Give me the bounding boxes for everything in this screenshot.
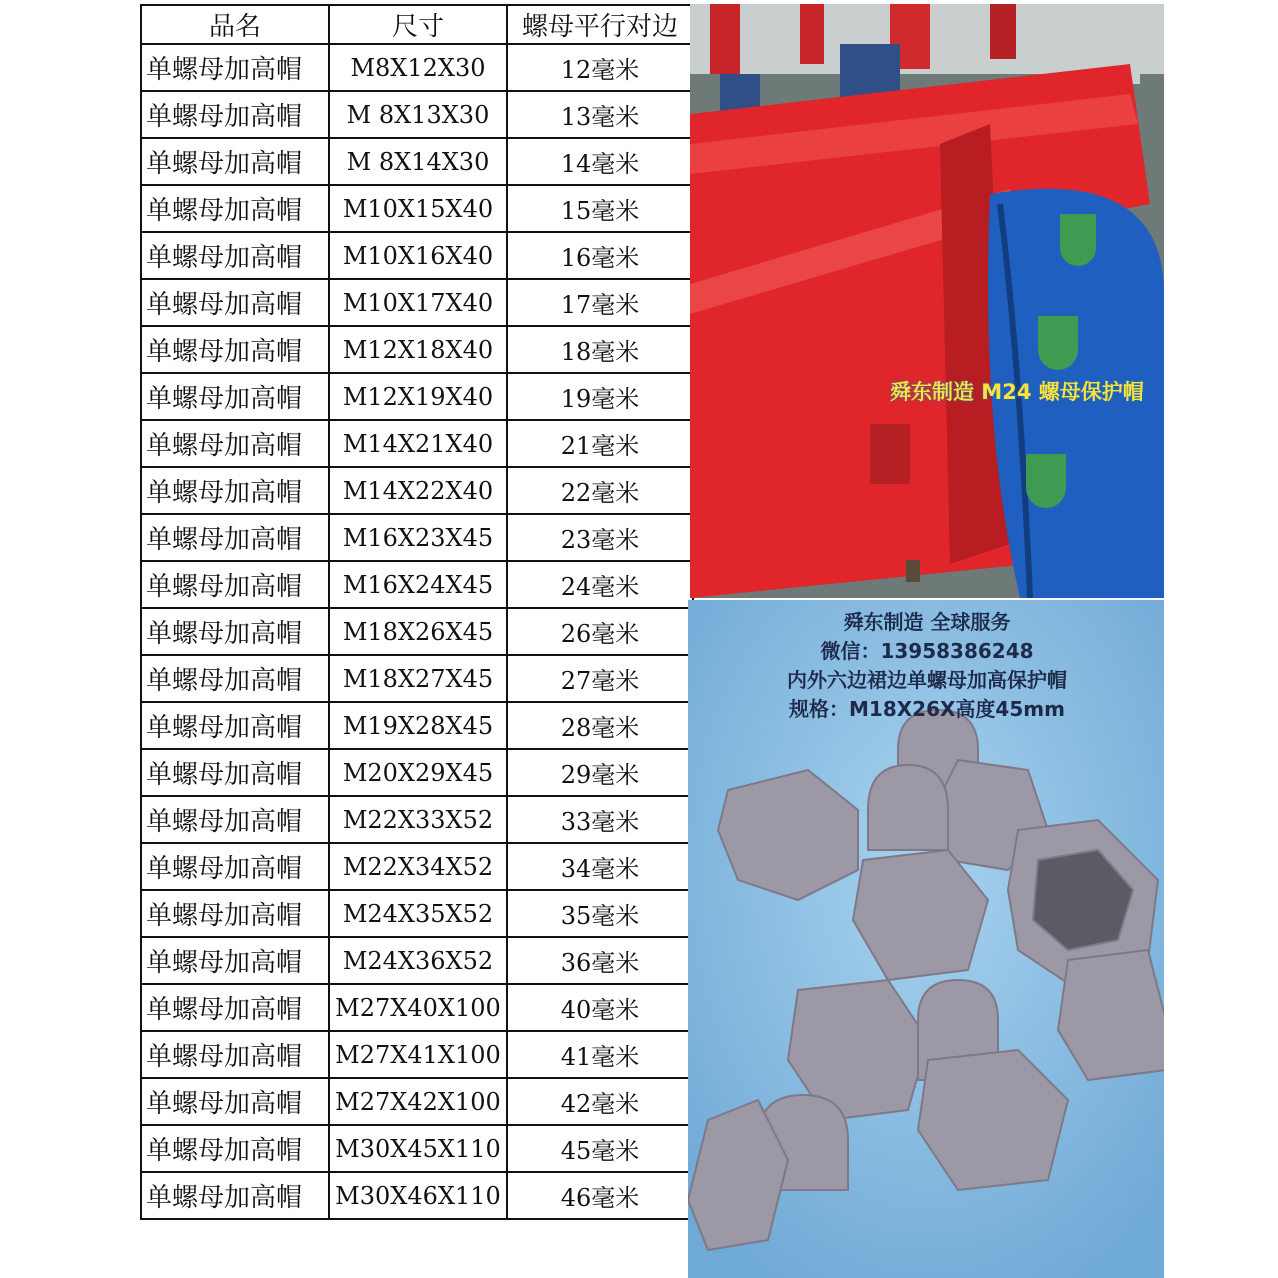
cell-product-name: 单螺母加高帽 bbox=[141, 91, 329, 138]
table-row bbox=[141, 467, 693, 514]
photo-caption: 舜东制造 M24 螺母保护帽 bbox=[890, 380, 1144, 404]
photo-pipe-flange bbox=[690, 4, 1164, 598]
spec-table-container bbox=[140, 4, 688, 1220]
table-row bbox=[141, 326, 693, 373]
table-row bbox=[141, 984, 693, 1031]
cell-size: M27X42X100 bbox=[329, 1078, 507, 1125]
cell-product-name: 单螺母加高帽 bbox=[141, 937, 329, 984]
cell-nut-flat: 46毫米 bbox=[507, 1172, 693, 1219]
cell-nut-flat: 45毫米 bbox=[507, 1125, 693, 1172]
cell-product-name: 单螺母加高帽 bbox=[141, 655, 329, 702]
cell-size: M30X46X110 bbox=[329, 1172, 507, 1219]
table-row bbox=[141, 702, 693, 749]
cell-size: M 8X14X30 bbox=[329, 138, 507, 185]
table-row bbox=[141, 608, 693, 655]
cell-size: M12X18X40 bbox=[329, 326, 507, 373]
cell-product-name: 单螺母加高帽 bbox=[141, 1078, 329, 1125]
table-row bbox=[141, 138, 693, 185]
table-header-row bbox=[141, 5, 693, 44]
cell-nut-flat: 13毫米 bbox=[507, 91, 693, 138]
cell-nut-flat: 17毫米 bbox=[507, 279, 693, 326]
cell-nut-flat: 15毫米 bbox=[507, 185, 693, 232]
cell-size: M10X16X40 bbox=[329, 232, 507, 279]
header-nut-flat: 螺母平行对边 bbox=[507, 5, 693, 44]
cell-product-name: 单螺母加高帽 bbox=[141, 608, 329, 655]
cell-nut-flat: 42毫米 bbox=[507, 1078, 693, 1125]
cell-size: M8X12X30 bbox=[329, 44, 507, 91]
cell-product-name: 单螺母加高帽 bbox=[141, 138, 329, 185]
cell-nut-flat: 35毫米 bbox=[507, 890, 693, 937]
table-row bbox=[141, 1078, 693, 1125]
cell-product-name: 单螺母加高帽 bbox=[141, 561, 329, 608]
cell-size: M 8X13X30 bbox=[329, 91, 507, 138]
cell-nut-flat: 26毫米 bbox=[507, 608, 693, 655]
table-row bbox=[141, 232, 693, 279]
cell-nut-flat: 19毫米 bbox=[507, 373, 693, 420]
table-row bbox=[141, 91, 693, 138]
cell-size: M18X26X45 bbox=[329, 608, 507, 655]
spec-table bbox=[140, 4, 694, 1220]
cell-product-name: 单螺母加高帽 bbox=[141, 232, 329, 279]
cell-product-name: 单螺母加高帽 bbox=[141, 1125, 329, 1172]
table-row bbox=[141, 373, 693, 420]
cell-size: M27X41X100 bbox=[329, 1031, 507, 1078]
cell-nut-flat: 40毫米 bbox=[507, 984, 693, 1031]
cell-product-name: 单螺母加高帽 bbox=[141, 702, 329, 749]
photo-nut-caps bbox=[688, 600, 1166, 1278]
cell-size: M19X28X45 bbox=[329, 702, 507, 749]
cell-product-name: 单螺母加高帽 bbox=[141, 514, 329, 561]
cell-product-name: 单螺母加高帽 bbox=[141, 326, 329, 373]
info-line-spec: 规格：M18X26X高度45mm bbox=[789, 697, 1065, 721]
table-row bbox=[141, 420, 693, 467]
header-product-name: 品名 bbox=[141, 5, 329, 44]
info-line-wechat: 微信：13958386248 bbox=[820, 639, 1034, 663]
cell-nut-flat: 23毫米 bbox=[507, 514, 693, 561]
table-row bbox=[141, 44, 693, 91]
cell-nut-flat: 22毫米 bbox=[507, 467, 693, 514]
table-row bbox=[141, 655, 693, 702]
cell-nut-flat: 18毫米 bbox=[507, 326, 693, 373]
cell-product-name: 单螺母加高帽 bbox=[141, 373, 329, 420]
cell-product-name: 单螺母加高帽 bbox=[141, 1172, 329, 1219]
pipe-flange-illustration bbox=[690, 4, 1164, 598]
cell-size: M14X21X40 bbox=[329, 420, 507, 467]
cell-nut-flat: 36毫米 bbox=[507, 937, 693, 984]
table-row bbox=[141, 185, 693, 232]
cell-size: M22X33X52 bbox=[329, 796, 507, 843]
header-size: 尺寸 bbox=[329, 5, 507, 44]
table-row bbox=[141, 1031, 693, 1078]
table-row bbox=[141, 1125, 693, 1172]
cell-nut-flat: 24毫米 bbox=[507, 561, 693, 608]
cell-product-name: 单螺母加高帽 bbox=[141, 420, 329, 467]
cell-product-name: 单螺母加高帽 bbox=[141, 749, 329, 796]
table-row bbox=[141, 890, 693, 937]
cell-nut-flat: 16毫米 bbox=[507, 232, 693, 279]
cell-size: M22X34X52 bbox=[329, 843, 507, 890]
cell-size: M16X23X45 bbox=[329, 514, 507, 561]
cell-product-name: 单螺母加高帽 bbox=[141, 984, 329, 1031]
cell-size: M24X35X52 bbox=[329, 890, 507, 937]
cell-nut-flat: 33毫米 bbox=[507, 796, 693, 843]
table-row bbox=[141, 843, 693, 890]
cell-size: M12X19X40 bbox=[329, 373, 507, 420]
info-line-brand: 舜东制造 全球服务 bbox=[843, 610, 1011, 634]
cell-product-name: 单螺母加高帽 bbox=[141, 467, 329, 514]
cell-nut-flat: 21毫米 bbox=[507, 420, 693, 467]
cell-product-name: 单螺母加高帽 bbox=[141, 796, 329, 843]
cell-product-name: 单螺母加高帽 bbox=[141, 843, 329, 890]
cell-size: M10X15X40 bbox=[329, 185, 507, 232]
cell-nut-flat: 34毫米 bbox=[507, 843, 693, 890]
product-info bbox=[688, 608, 1166, 724]
cell-product-name: 单螺母加高帽 bbox=[141, 890, 329, 937]
table-row bbox=[141, 561, 693, 608]
table-row bbox=[141, 1172, 693, 1219]
cell-product-name: 单螺母加高帽 bbox=[141, 1031, 329, 1078]
cell-nut-flat: 27毫米 bbox=[507, 655, 693, 702]
right-margin bbox=[1164, 0, 1278, 1278]
cell-size: M20X29X45 bbox=[329, 749, 507, 796]
cell-size: M24X36X52 bbox=[329, 937, 507, 984]
cell-size: M27X40X100 bbox=[329, 984, 507, 1031]
cell-size: M16X24X45 bbox=[329, 561, 507, 608]
table-row bbox=[141, 937, 693, 984]
cell-nut-flat: 29毫米 bbox=[507, 749, 693, 796]
cell-product-name: 单螺母加高帽 bbox=[141, 185, 329, 232]
cell-product-name: 单螺母加高帽 bbox=[141, 44, 329, 91]
cell-size: M10X17X40 bbox=[329, 279, 507, 326]
cell-size: M30X45X110 bbox=[329, 1125, 507, 1172]
table-row bbox=[141, 796, 693, 843]
cell-product-name: 单螺母加高帽 bbox=[141, 279, 329, 326]
table-row bbox=[141, 749, 693, 796]
info-line-product: 内外六边裙边单螺母加高保护帽 bbox=[787, 668, 1067, 692]
cell-nut-flat: 14毫米 bbox=[507, 138, 693, 185]
cell-nut-flat: 12毫米 bbox=[507, 44, 693, 91]
table-row bbox=[141, 514, 693, 561]
cell-size: M18X27X45 bbox=[329, 655, 507, 702]
spec-table-body bbox=[141, 44, 693, 1219]
cell-size: M14X22X40 bbox=[329, 467, 507, 514]
table-row bbox=[141, 279, 693, 326]
cell-nut-flat: 41毫米 bbox=[507, 1031, 693, 1078]
cell-nut-flat: 28毫米 bbox=[507, 702, 693, 749]
